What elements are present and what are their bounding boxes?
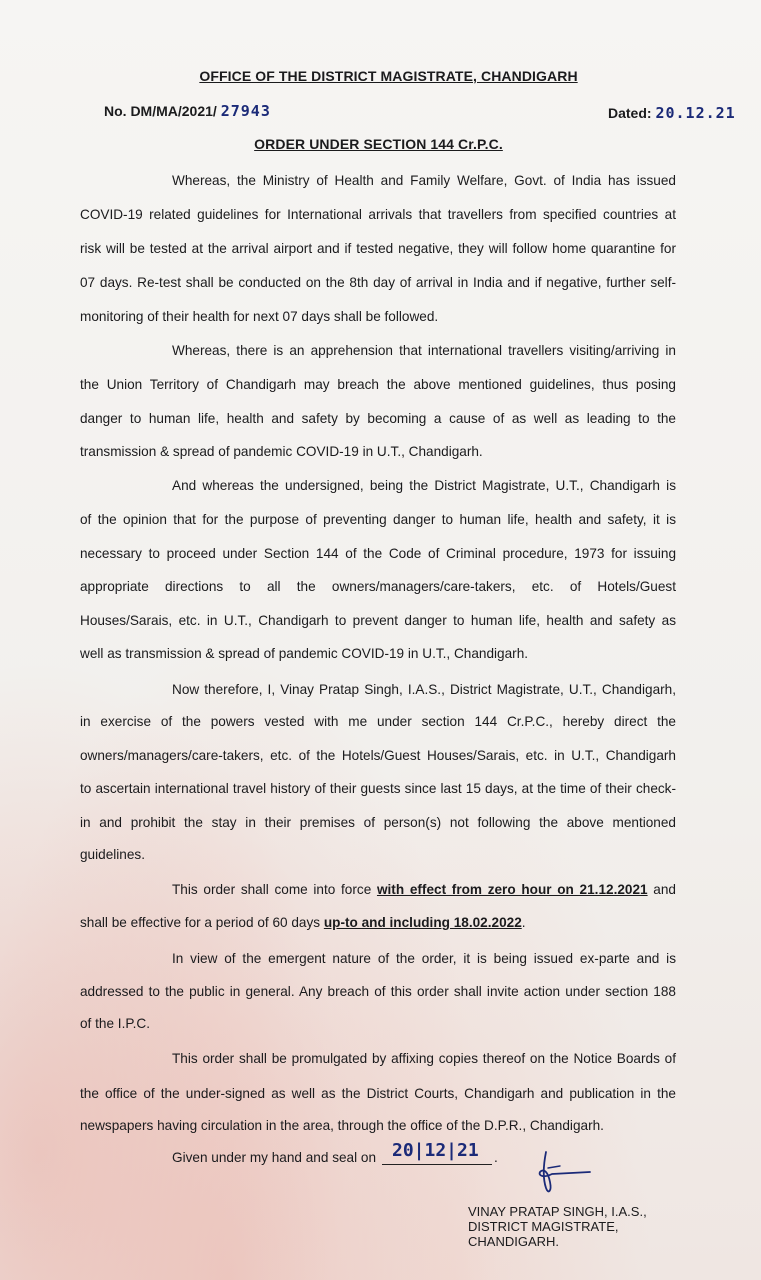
paragraph-3-line: of the opinion that for the purpose of preventing danger to human life, health and safety, it is <box>80 512 676 527</box>
paragraph-3-line: necessary to proceed under Section 144 of the Code of Criminal procedure, 1973 for issuing <box>80 546 676 561</box>
reference-number <box>104 102 271 120</box>
dated-label: Dated: <box>608 105 652 121</box>
paragraph-2-line: danger to human life, health and safety by becoming a cause of as well as leading to the <box>80 411 676 426</box>
paragraph-1-line: COVID-19 related guidelines for International arrivals that travellers from specified countries at <box>80 207 676 222</box>
paragraph-2-line: Whereas, there is an apprehension that international travellers visiting/arriving in <box>172 343 676 358</box>
dated-handwritten-value: 20.12.21 <box>655 104 736 122</box>
paragraph-3-line: well as transmission & spread of pandemic COVID-19 in U.T., Chandigarh. <box>80 646 529 661</box>
paragraph-5-text: and <box>647 882 676 897</box>
paragraph-5-text: . <box>521 915 526 930</box>
reference-handwritten-number: 27943 <box>220 102 271 120</box>
given-date-period: . <box>494 1150 498 1165</box>
order-title: ORDER UNDER SECTION 144 Cr.P.C. <box>254 136 503 152</box>
paragraph-6-line: In view of the emergent nature of the order, it is being issued ex-parte and is <box>172 951 676 966</box>
paragraph-2-line: the Union Territory of Chandigarh may breach the above mentioned guidelines, thus posing <box>80 377 676 392</box>
signatory-title: DISTRICT MAGISTRATE, <box>468 1219 619 1234</box>
paragraph-3-line: And whereas the undersigned, being the District Magistrate, U.T., Chandigarh is <box>172 478 676 493</box>
paragraph-6-line: addressed to the public in general. Any breach of this order shall invite action under section 188 <box>80 984 676 999</box>
reference-label: No. DM/MA/2021/ <box>104 103 217 119</box>
paragraph-3-line: Houses/Sarais, etc. in U.T., Chandigarh to prevent danger to human life, health and safety as <box>80 613 676 628</box>
given-handwritten-date: 20|12|21 <box>392 1140 479 1161</box>
paragraph-4-line: guidelines. <box>80 847 145 862</box>
paragraph-1-line: monitoring of their health for next 07 days shall be followed. <box>80 309 439 324</box>
paragraph-2-line: transmission & spread of pandemic COVID-19 in U.T., Chandigarh. <box>80 444 483 459</box>
paragraph-7-line: the office of the under-signed as well as the District Courts, Chandigarh and publication in the <box>80 1086 676 1101</box>
paragraph-3-line: appropriate directions to all the owners/managers/care-takers, etc. of Hotels/Guest <box>80 579 676 594</box>
paragraph-1-line: Whereas, the Ministry of Health and Family Welfare, Govt. of India has issued <box>172 173 676 188</box>
effective-until-text: up-to and including 18.02.2022 <box>323 915 522 930</box>
paragraph-7-line: newspapers having circulation in the area, through the office of the D.P.R., Chandigarh. <box>80 1118 604 1133</box>
paragraph-4-line: in and prohibit the stay in their premises of person(s) not following the above mentioned <box>80 815 676 830</box>
paragraph-6-line: of the I.P.C. <box>80 1016 151 1031</box>
paragraph-5-text: This order shall come into force <box>172 882 377 897</box>
paragraph-4-line: owners/managers/care-takers, etc. of the Hotels/Guest Houses/Sarais, etc. in U.T., Chandigarh <box>80 748 676 763</box>
paragraph-5-text: shall be effective for a period of 60 days <box>80 915 324 930</box>
signatory-name: VINAY PRATAP SINGH, I.A.S., <box>468 1204 647 1219</box>
paragraph-1-line: 07 days. Re-test shall be conducted on the 8th day of arrival in India and if negative, further self- <box>80 275 676 290</box>
signatory-block <box>468 1204 647 1249</box>
paragraph-5-line <box>80 914 676 932</box>
dated-field <box>608 104 736 122</box>
signatory-place: CHANDIGARH. <box>468 1234 560 1249</box>
effective-from-text: with effect from zero hour on 21.12.2021 <box>376 882 648 897</box>
signature-icon <box>530 1148 600 1198</box>
paragraph-5-line <box>172 881 676 899</box>
paragraph-1-line: risk will be tested at the arrival airport and if tested negative, they will follow home quarantine for <box>80 241 676 256</box>
paragraph-4-line: in exercise of the powers vested with me under section 144 Cr.P.C., hereby direct the <box>80 714 676 729</box>
given-under-hand-text: Given under my hand and seal on <box>172 1150 377 1165</box>
paragraph-7-line: This order shall be promulgated by affixing copies thereof on the Notice Boards of <box>172 1051 676 1066</box>
office-heading: OFFICE OF THE DISTRICT MAGISTRATE, CHANDIGARH <box>199 68 578 84</box>
paragraph-4-line: Now therefore, I, Vinay Pratap Singh, I.A.S., District Magistrate, U.T., Chandigarh, <box>172 682 676 697</box>
paragraph-4-line: to ascertain international travel history of their guests since last 15 days, at the time of their check- <box>80 781 676 796</box>
